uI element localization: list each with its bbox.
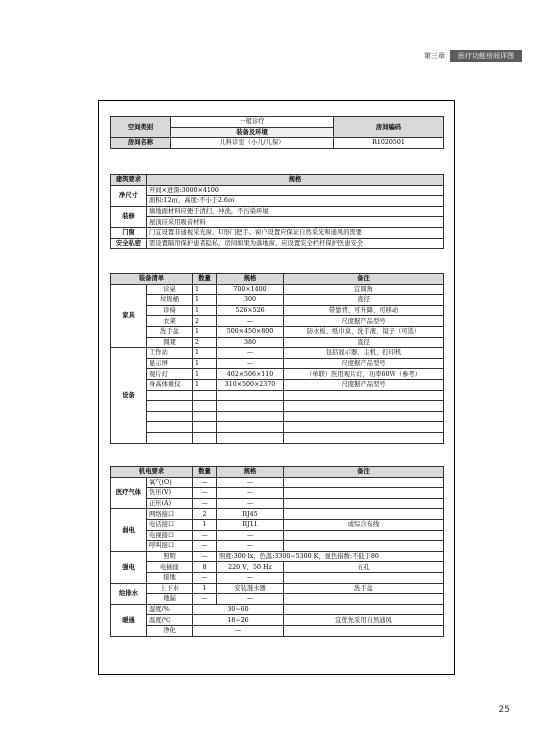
table-row [111,519,444,530]
item-qty: — [193,572,217,583]
item-qty: 1 [193,519,217,530]
table-row [111,594,444,605]
space-type-value: 一般诊疗 [171,117,334,128]
item-spec: 402×506×110 [217,369,284,380]
item-qty: — [193,541,217,552]
mep-requirements-table [110,466,444,637]
table-row [111,604,444,615]
item-note: 或综合布线 [284,519,444,530]
table-row [111,422,444,433]
decor-ceiling: 屋顶应采用吸音材料 [147,217,444,228]
item-spec: 310×500×2370 [217,379,284,390]
equipment-list-header: 装备清单 [111,274,193,285]
room-code-value: R1020501 [334,138,444,149]
item-name: 接地 [147,572,193,583]
table-row [111,583,444,594]
table-row [111,498,444,509]
item-qty: — [193,477,217,488]
item-note: 直径 [284,337,444,348]
item-note: 尺度据产品型号 [284,316,444,327]
item-spec: — [217,316,284,327]
weak-current-label: 弱电 [111,509,147,551]
decor-label: 装修 [111,206,147,227]
table-row [111,551,444,562]
section-label: 医疗功能房间详图 [450,50,522,62]
item-note: 宜圆角 [284,284,444,295]
item-name: 诊椅 [147,305,193,316]
item-spec: 526×526 [217,305,284,316]
decor-wall-floor: 墙地面材料应便于清扫、冲洗，不污染环境 [147,206,444,217]
table-row [111,348,444,359]
net-size-dims: 开间×进深:3000×4100 [147,185,444,196]
device-group-label: 设备 [111,348,147,443]
item-spec: RJ11 [217,519,284,530]
table-row [111,369,444,380]
item-qty: 1 [193,358,217,369]
item-spec: 500×450×800 [217,326,284,337]
mep-qty-header: 数量 [193,467,217,478]
item-note [284,604,444,615]
item-qty: 1 [193,305,217,316]
item-qty: — [193,530,217,541]
lighting-spec: 照度:300 lx，色温:3300~5300 K，显色指数:不低于80 [217,551,444,562]
door-window-label: 门窗 [111,227,147,238]
medical-gas-label: 医疗气体 [111,477,147,509]
item-qty: 2 [193,316,217,327]
equipment-spec-header: 规格 [217,274,284,285]
table-row [111,390,444,401]
item-note [284,541,444,552]
item-name: 湿度/% [147,604,193,615]
item-note: （单联）医用观片灯，功率60Ｗ（参考） [284,369,444,380]
item-name: 氧气(O) [147,477,193,488]
item-qty: 8 [193,562,217,573]
temperature-value: 18~26 [193,615,284,626]
item-note: 直径 [284,295,444,306]
item-spec: 700×1400 [217,284,284,295]
item-name: 照明 [147,551,193,562]
table-row [111,358,444,369]
table-row [111,488,444,499]
item-spec: — [217,498,284,509]
item-spec: 300 [217,295,284,306]
item-note [284,477,444,488]
item-spec: — [217,477,284,488]
page-number: 25 [498,705,510,715]
item-name: 上下水 [147,583,193,594]
item-note [284,594,444,605]
item-note: 尺度据产品型号 [284,358,444,369]
item-name: 工作站 [147,348,193,359]
privacy-label: 安全私密 [111,238,147,249]
item-name: 正压(A) [147,498,193,509]
item-note [284,509,444,520]
item-note: 洗手盆 [284,583,444,594]
table-row [111,541,444,552]
item-qty: 2 [193,337,217,348]
purification-value: — [193,625,284,636]
item-note: 防水板、纸巾盒、洗手液、镜子（可选） [284,326,444,337]
room-code-label: 房间编码 [334,117,444,138]
item-qty: — [193,594,217,605]
item-note: 带靠背、可升降、可移动 [284,305,444,316]
item-qty: 1 [193,379,217,390]
item-note: 五孔 [284,562,444,573]
item-note: 尺度据产品型号 [284,379,444,390]
humidity-value: 30~60 [193,604,284,615]
table-row [111,316,444,327]
chapter-label: 第三章 [424,52,445,60]
item-name: 净化 [147,625,193,636]
table-row [111,337,444,348]
table-row [111,379,444,390]
table-row [111,411,444,422]
item-spec: — [217,541,284,552]
item-name: 衣架 [147,316,193,327]
item-name: 观片灯 [147,369,193,380]
space-type-label: 空间类别 [111,117,171,138]
mep-req-header: 机电要求 [111,467,193,478]
item-spec: — [217,572,284,583]
item-spec: — [217,594,284,605]
table-row [111,509,444,520]
table-row [111,432,444,443]
table-row [111,615,444,626]
item-name: 诊桌 [147,284,193,295]
item-name: 圆凳 [147,337,193,348]
item-qty: — [193,551,217,562]
item-note [284,530,444,541]
net-size-area: 面积:12㎡，高度:不小于2.6ｍ [147,196,444,207]
item-name: 呼叫接口 [147,541,193,552]
item-qty: 1 [193,583,217,594]
table-row [111,477,444,488]
item-qty: 1 [193,295,217,306]
hvac-label: 暖通 [111,604,147,636]
mep-spec-header: 规格 [217,467,284,478]
item-name: 电视接口 [147,530,193,541]
item-note [284,625,444,636]
chapter-header [419,50,522,62]
table-row [111,572,444,583]
item-qty: 1 [193,326,217,337]
item-qty: — [193,498,217,509]
item-name: 电插座 [147,562,193,573]
item-spec: 安装混水器 [217,583,284,594]
item-spec: RJ45 [217,509,284,520]
item-spec: — [217,530,284,541]
room-name-value: 儿科诊室（小儿/儿保） [171,138,334,149]
table-row [111,284,444,295]
item-spec: — [217,488,284,499]
table-row [111,295,444,306]
equipment-qty-header: 数量 [193,274,217,285]
item-name: 温度/℃ [147,615,193,626]
item-spec: — [217,358,284,369]
building-spec-header: 规格 [147,175,444,186]
item-name: 显示屏 [147,358,193,369]
item-name: 垃圾桶 [147,295,193,306]
net-size-label: 净尺寸 [111,185,147,206]
item-qty: 1 [193,369,217,380]
item-spec: — [217,348,284,359]
strong-current-label: 强电 [111,551,147,583]
item-name: 网络接口 [147,509,193,520]
privacy-value: 需设置隔帘保护患者隐私，房间如果为落地窗，应设置安全栏杆保护医患安全 [147,238,444,249]
item-name: 洗手盆 [147,326,193,337]
table-row [111,530,444,541]
item-note: 包括显示器、主机、打印机 [284,348,444,359]
equipment-env-label: 装备及环境 [171,127,334,138]
table-row [111,326,444,337]
table-row [111,562,444,573]
item-note [284,572,444,583]
room-info-table [110,116,444,149]
water-supply-label: 给排水 [111,583,147,604]
item-note: 宜优先采用自然通风 [284,615,444,626]
table-row [111,625,444,636]
item-name: 负压(V) [147,488,193,499]
item-note [284,488,444,499]
equipment-table [110,273,444,444]
building-req-header: 建筑要求 [111,175,147,186]
building-requirements-table [110,174,444,249]
table-row [111,401,444,412]
item-name: 地漏 [147,594,193,605]
table-row [111,305,444,316]
item-qty: 1 [193,284,217,295]
room-name-label: 房间名称 [111,138,171,149]
item-spec: 380 [217,337,284,348]
door-window-value: 门宜设置非通视采光窗，U形门把手。窗户设置应保证自然采光和通风的需要 [147,227,444,238]
furniture-group-label: 家具 [111,284,147,348]
item-spec: 220 V，50 Hz [217,562,284,573]
mep-note-header: 备注 [284,467,444,478]
item-qty: 2 [193,509,217,520]
item-note [284,498,444,509]
item-name: 电话接口 [147,519,193,530]
item-qty: — [193,488,217,499]
item-qty: 1 [193,348,217,359]
item-name: 身高体重仪 [147,379,193,390]
equipment-note-header: 备注 [284,274,444,285]
